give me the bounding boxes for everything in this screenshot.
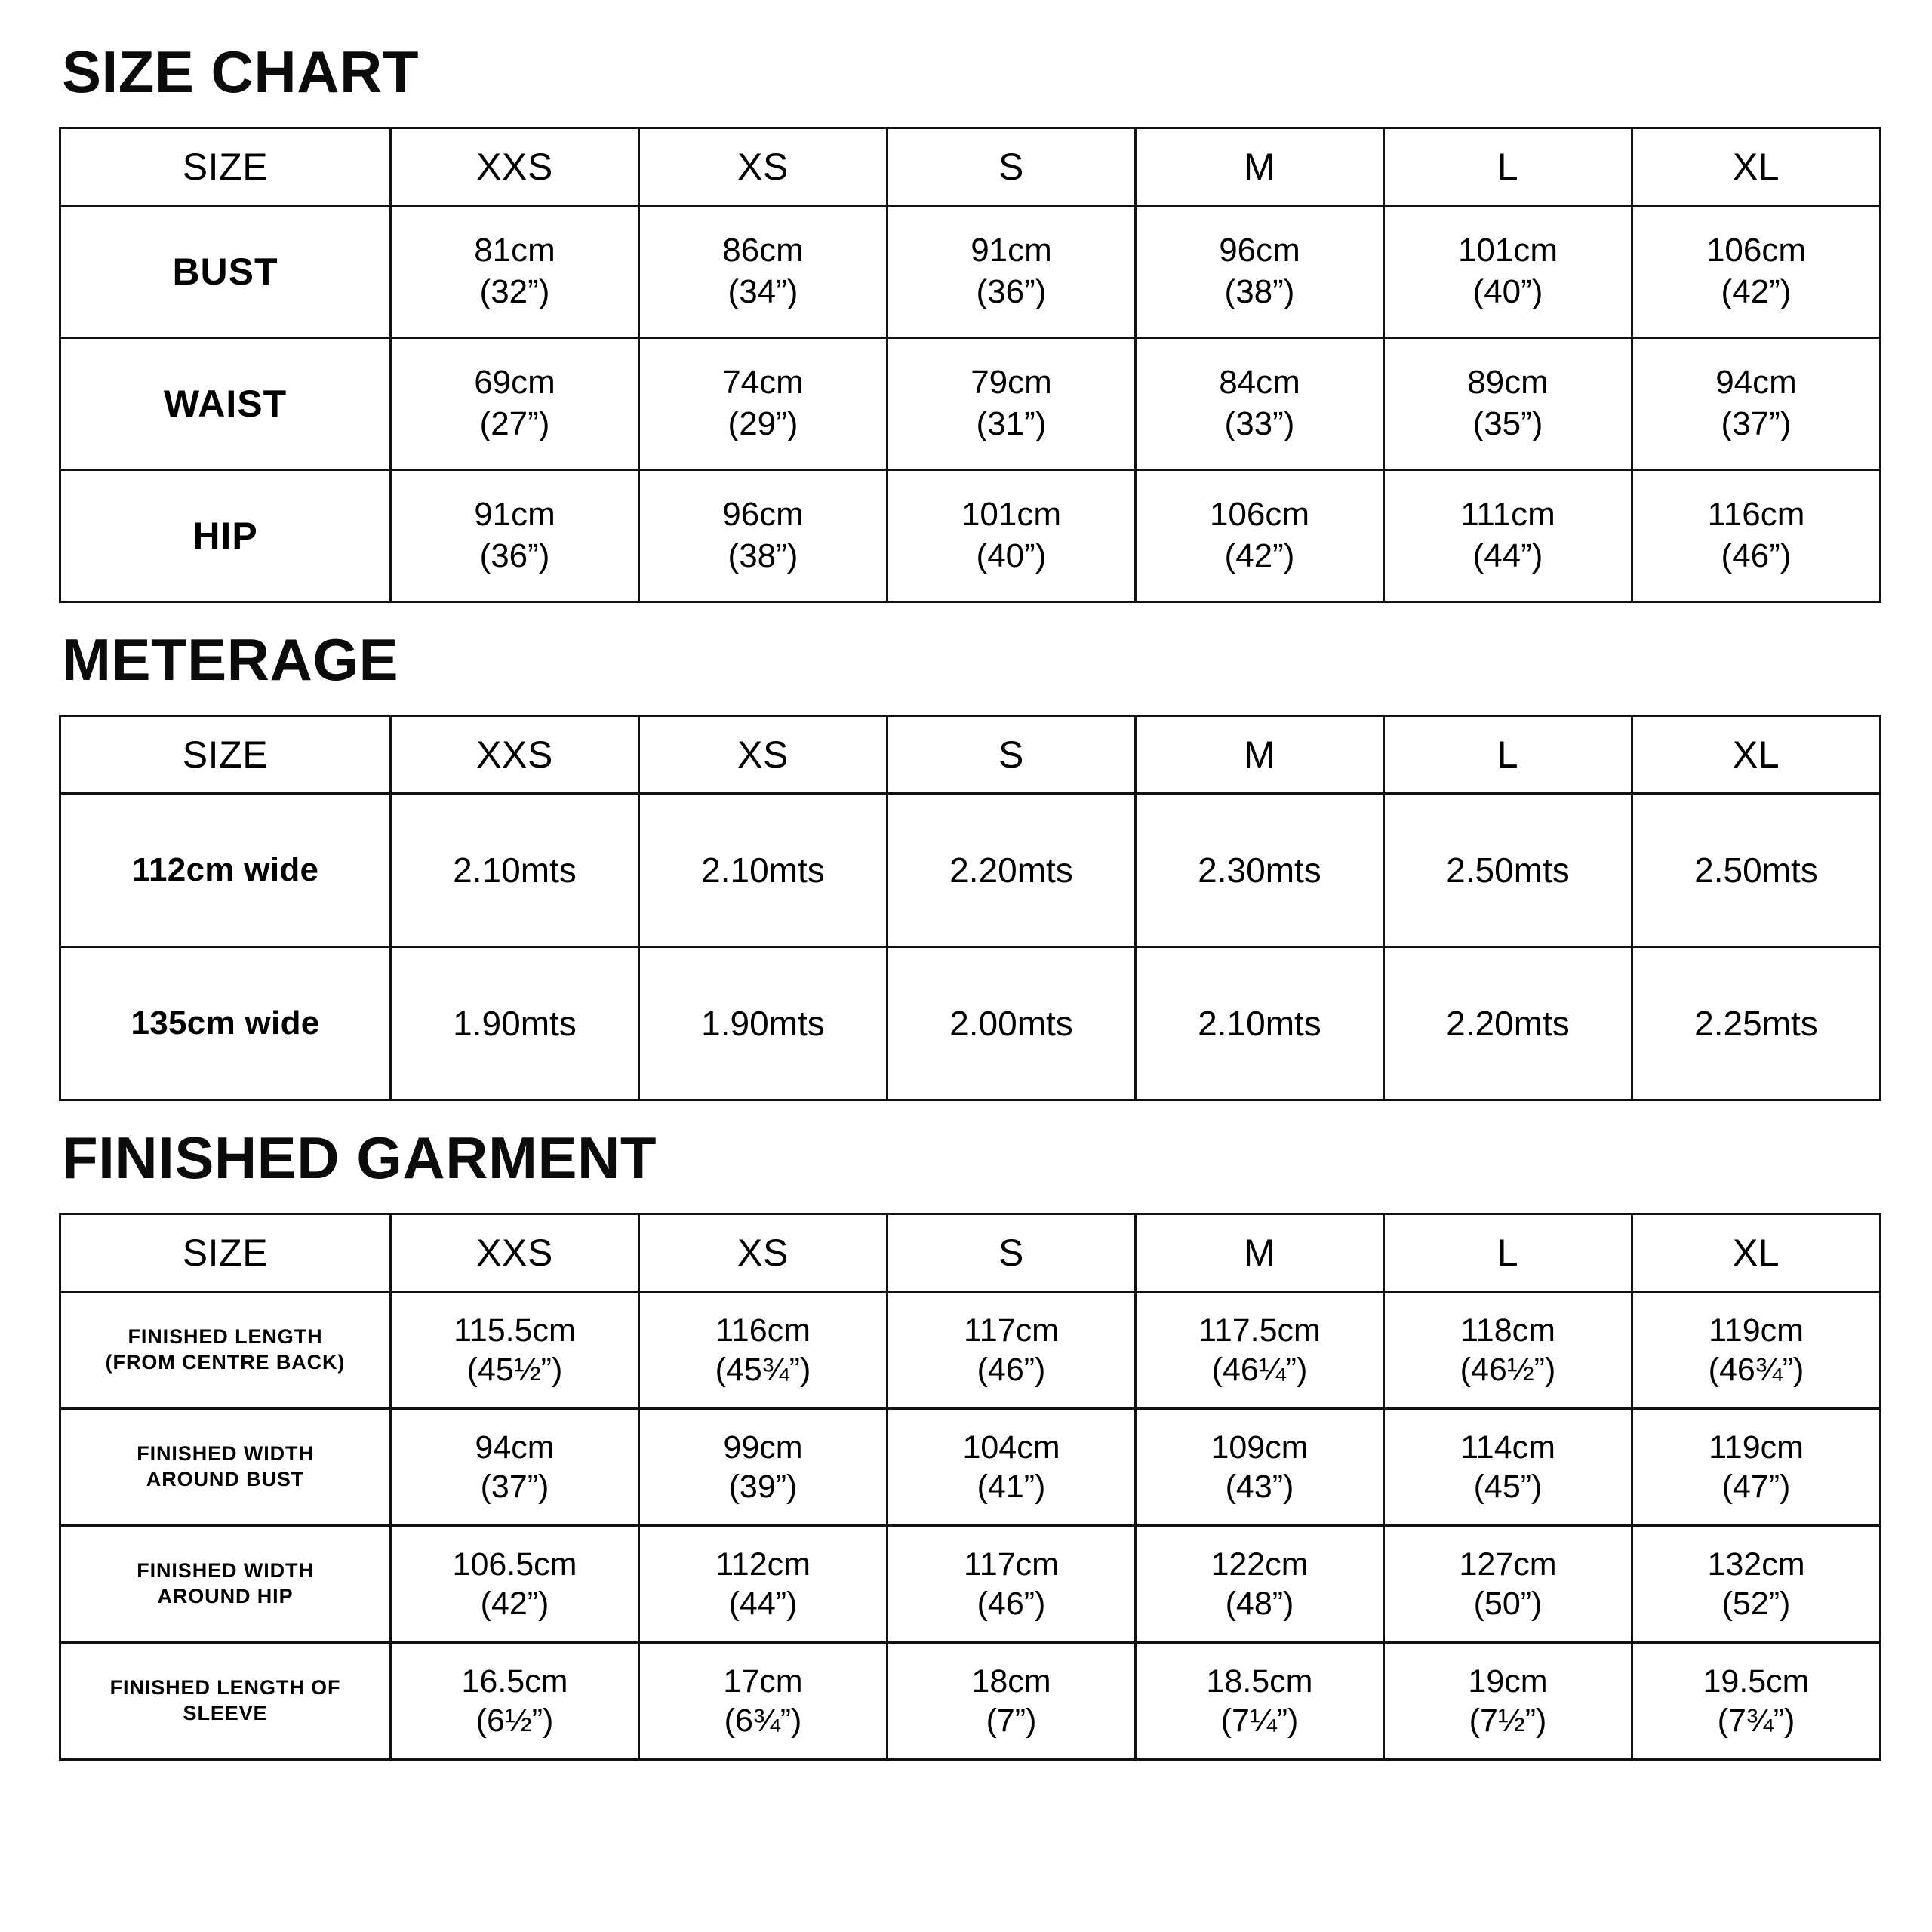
- column-header-size: SIZE: [60, 716, 391, 794]
- table-row: [60, 1409, 1881, 1526]
- cell-sleeve-xxs: 16.5cm (6½”): [391, 1643, 639, 1760]
- page-title-size-chart: SIZE CHART: [62, 38, 419, 105]
- cell-sleeve-s: 18cm (7”): [888, 1643, 1136, 1760]
- row-label-width-around-hip: FINISHED WIDTH AROUND HIP: [60, 1526, 391, 1643]
- column-header-xxs: XXS: [391, 1214, 639, 1292]
- section-size-chart: [59, 38, 1879, 603]
- table-row: [60, 1292, 1881, 1409]
- cell-hipwidth-l: 127cm (50”): [1384, 1526, 1632, 1643]
- table-row: [60, 206, 1881, 338]
- cell-bustwidth-xl: 119cm (47”): [1632, 1409, 1881, 1526]
- cell-length-xl: 119cm (46¾”): [1632, 1292, 1881, 1409]
- row-label-finished-length: FINISHED LENGTH (FROM CENTRE BACK): [60, 1292, 391, 1409]
- row-label-112cm-wide: 112cm wide: [60, 794, 391, 947]
- cell-waist-m: 84cm (33”): [1136, 338, 1384, 470]
- cell-bustwidth-m: 109cm (43”): [1136, 1409, 1384, 1526]
- row-label-length-of-sleeve: FINISHED LENGTH OF SLEEVE: [60, 1643, 391, 1760]
- cell-length-xxs: 115.5cm (45½”): [391, 1292, 639, 1409]
- column-header-l: L: [1384, 716, 1632, 794]
- page-title-finished-garment: FINISHED GARMENT: [62, 1124, 657, 1191]
- cell-bustwidth-s: 104cm (41”): [888, 1409, 1136, 1526]
- page-title-meterage: METERAGE: [62, 626, 399, 693]
- cell-112cm-s: 2.20mts: [888, 794, 1136, 947]
- column-header-l: L: [1384, 128, 1632, 206]
- cell-bustwidth-xxs: 94cm (37”): [391, 1409, 639, 1526]
- cell-bustwidth-l: 114cm (45”): [1384, 1409, 1632, 1526]
- table-header-row: [60, 128, 1881, 206]
- table-header-row: [60, 716, 1881, 794]
- meterage-table: [59, 715, 1881, 1101]
- cell-135cm-xl: 2.25mts: [1632, 947, 1881, 1100]
- cell-sleeve-m: 18.5cm (7¼”): [1136, 1643, 1384, 1760]
- table-row: [60, 1526, 1881, 1643]
- cell-hip-m: 106cm (42”): [1136, 470, 1384, 602]
- cell-hip-xxs: 91cm (36”): [391, 470, 639, 602]
- finished-garment-table: [59, 1213, 1881, 1761]
- cell-bust-xl: 106cm (42”): [1632, 206, 1881, 338]
- section-meterage: [59, 626, 1879, 1101]
- cell-bust-l: 101cm (40”): [1384, 206, 1632, 338]
- cell-bust-s: 91cm (36”): [888, 206, 1136, 338]
- cell-hipwidth-xs: 112cm (44”): [639, 1526, 888, 1643]
- cell-length-l: 118cm (46½”): [1384, 1292, 1632, 1409]
- cell-135cm-m: 2.10mts: [1136, 947, 1384, 1100]
- column-header-xs: XS: [639, 128, 888, 206]
- cell-112cm-l: 2.50mts: [1384, 794, 1632, 947]
- row-label-waist: WAIST: [60, 338, 391, 470]
- cell-sleeve-l: 19cm (7½”): [1384, 1643, 1632, 1760]
- column-header-m: M: [1136, 716, 1384, 794]
- cell-length-s: 117cm (46”): [888, 1292, 1136, 1409]
- cell-112cm-xs: 2.10mts: [639, 794, 888, 947]
- section-finished-garment: [59, 1124, 1879, 1761]
- cell-bust-m: 96cm (38”): [1136, 206, 1384, 338]
- column-header-l: L: [1384, 1214, 1632, 1292]
- table-row: [60, 470, 1881, 602]
- cell-length-xs: 116cm (45¾”): [639, 1292, 888, 1409]
- cell-hip-s: 101cm (40”): [888, 470, 1136, 602]
- column-header-s: S: [888, 128, 1136, 206]
- cell-sleeve-xl: 19.5cm (7¾”): [1632, 1643, 1881, 1760]
- column-header-s: S: [888, 1214, 1136, 1292]
- cell-waist-xxs: 69cm (27”): [391, 338, 639, 470]
- cell-waist-s: 79cm (31”): [888, 338, 1136, 470]
- column-header-xs: XS: [639, 1214, 888, 1292]
- cell-112cm-xxs: 2.10mts: [391, 794, 639, 947]
- column-header-xs: XS: [639, 716, 888, 794]
- cell-waist-l: 89cm (35”): [1384, 338, 1632, 470]
- cell-hipwidth-xxs: 106.5cm (42”): [391, 1526, 639, 1643]
- column-header-xl: XL: [1632, 128, 1881, 206]
- cell-waist-xl: 94cm (37”): [1632, 338, 1881, 470]
- cell-hipwidth-m: 122cm (48”): [1136, 1526, 1384, 1643]
- row-label-hip: HIP: [60, 470, 391, 602]
- cell-hip-xs: 96cm (38”): [639, 470, 888, 602]
- column-header-m: M: [1136, 1214, 1384, 1292]
- size-chart-table: [59, 127, 1881, 603]
- cell-sleeve-xs: 17cm (6¾”): [639, 1643, 888, 1760]
- cell-waist-xs: 74cm (29”): [639, 338, 888, 470]
- column-header-xxs: XXS: [391, 716, 639, 794]
- column-header-xl: XL: [1632, 1214, 1881, 1292]
- column-header-size: SIZE: [60, 1214, 391, 1292]
- cell-hipwidth-s: 117cm (46”): [888, 1526, 1136, 1643]
- table-header-row: [60, 1214, 1881, 1292]
- cell-135cm-l: 2.20mts: [1384, 947, 1632, 1100]
- column-header-size: SIZE: [60, 128, 391, 206]
- row-label-width-around-bust: FINISHED WIDTH AROUND BUST: [60, 1409, 391, 1526]
- row-label-bust: BUST: [60, 206, 391, 338]
- cell-bust-xxs: 81cm (32”): [391, 206, 639, 338]
- table-row: [60, 338, 1881, 470]
- column-header-m: M: [1136, 128, 1384, 206]
- cell-bust-xs: 86cm (34”): [639, 206, 888, 338]
- column-header-s: S: [888, 716, 1136, 794]
- table-row: [60, 794, 1881, 947]
- column-header-xl: XL: [1632, 716, 1881, 794]
- cell-112cm-xl: 2.50mts: [1632, 794, 1881, 947]
- cell-hip-l: 111cm (44”): [1384, 470, 1632, 602]
- cell-135cm-xxs: 1.90mts: [391, 947, 639, 1100]
- cell-135cm-s: 2.00mts: [888, 947, 1136, 1100]
- cell-135cm-xs: 1.90mts: [639, 947, 888, 1100]
- column-header-xxs: XXS: [391, 128, 639, 206]
- cell-112cm-m: 2.30mts: [1136, 794, 1384, 947]
- cell-hipwidth-xl: 132cm (52”): [1632, 1526, 1881, 1643]
- table-row: [60, 1643, 1881, 1760]
- cell-hip-xl: 116cm (46”): [1632, 470, 1881, 602]
- row-label-135cm-wide: 135cm wide: [60, 947, 391, 1100]
- cell-length-m: 117.5cm (46¼”): [1136, 1292, 1384, 1409]
- table-row: [60, 947, 1881, 1100]
- cell-bustwidth-xs: 99cm (39”): [639, 1409, 888, 1526]
